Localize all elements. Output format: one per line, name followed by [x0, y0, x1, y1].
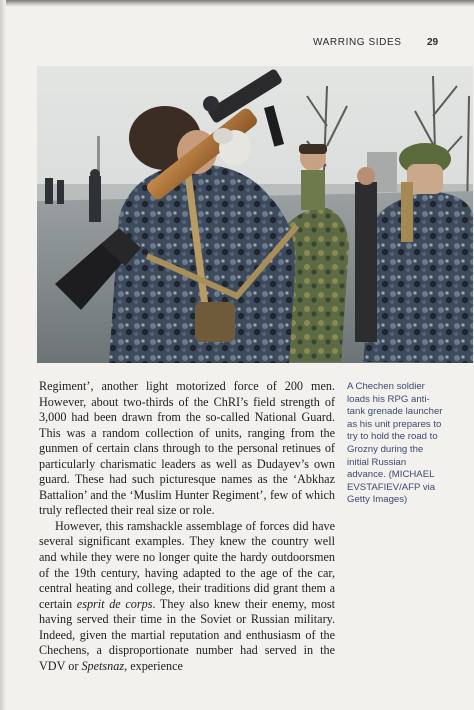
body-text: [39, 379, 335, 674]
page-number: 29: [427, 37, 439, 48]
page-gutter-shadow: [0, 0, 6, 710]
running-head: WARRING SIDES: [313, 37, 402, 48]
page-edge-shadow: [0, 0, 474, 7]
photograph: [37, 66, 473, 363]
italic-term: esprit de corps: [76, 596, 153, 611]
text-run: However, this ramshackle assemblage of forces did have several significant examples. They knew the country well and while they were no longer quite the hardy outdoorsmen of the 19th century, having adapted to the age of the car, central heating and college, their traditions did grant them a certain: [39, 518, 335, 611]
text-run: . They also knew their enemy, most having served their time in the Soviet or Russian military. Indeed, given the martial reputation and enthusiasm of the Chechens, a disproportionate number had served in the VDV or: [39, 596, 335, 673]
italic-term: Spetsnaz: [81, 658, 125, 673]
body-paragraph-2: [39, 519, 335, 674]
body-paragraph-1: [39, 379, 335, 519]
photo-illustration: [37, 66, 473, 363]
text-run: Regiment’, another light motorized force of 200 men. However, about two-thirds of the ChRI’s field strength of 3,000 had been drawn from the so-called National Guard. This was a random collection of units, ranging from the gunmen of certain clans through to the personal retinues of particularly charismatic leaders as well as Dudayev’s own guard. These had such picturesque names as the ‘Abkhaz Battalion’ and the ‘Muslim Hunter Regiment’, few of which truly reflected their real size or role.: [39, 379, 335, 518]
photo-caption: A Chechen soldier loads his RPG anti-tank grenade launcher as his unit prepares to try to hold the road to Grozny during the initial Russian advance. (MICHAEL EVSTAFIEV/AFP via Getty Images): [347, 381, 443, 506]
text-run: , experience: [124, 658, 183, 673]
